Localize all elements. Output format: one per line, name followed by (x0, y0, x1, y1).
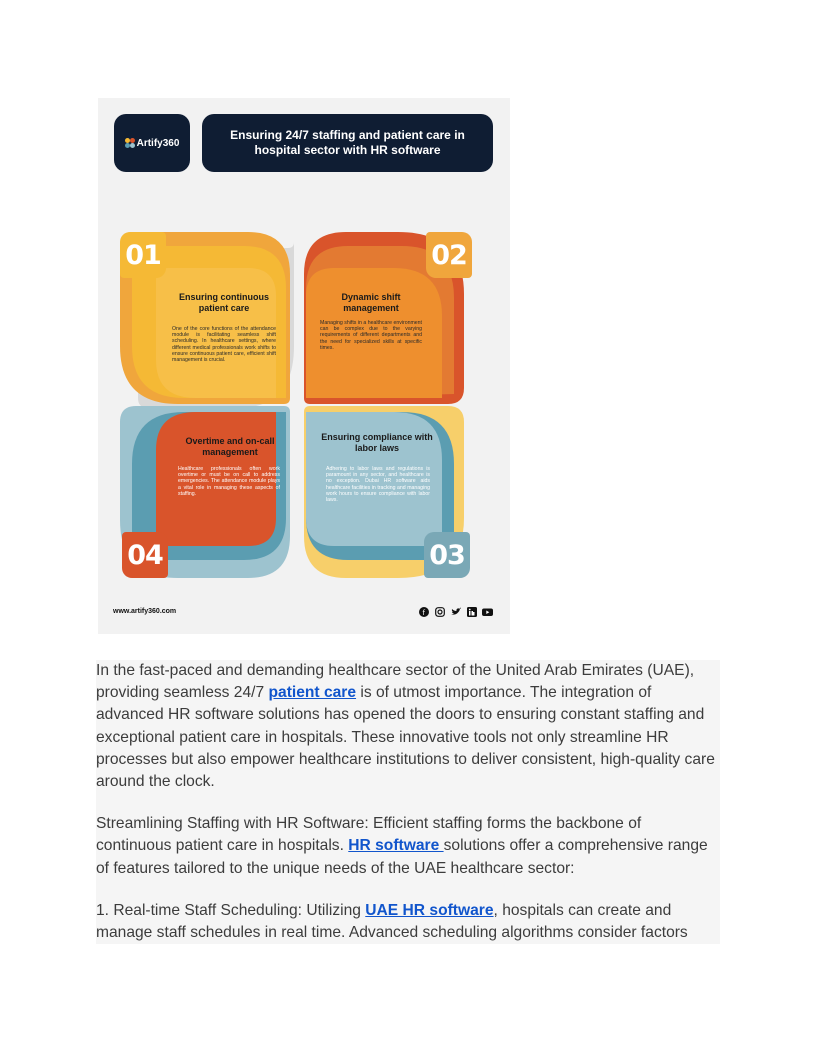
quadrant-03-title: Ensuring compliance with labor laws (321, 432, 433, 453)
quadrant-04-title: Overtime and on-call management (185, 436, 275, 457)
website-url: www.artify360.com (113, 608, 177, 615)
svg-text:f: f (422, 608, 425, 617)
infographic-title: Ensuring 24/7 staffing and patient care in hospital sector with HR software (202, 114, 493, 172)
quadrant-02-number: 02 (426, 232, 472, 278)
quadrant-03-number: 03 (424, 532, 470, 578)
paragraph-text: , hospitals can create and manage staff schedules in real time. Advanced scheduling algorithms consider factors (96, 901, 688, 942)
quadrant-04-body: Healthcare professionals often work overtime or must be on call to address emergencies. The attendance module plays a vital role in managing these aspects of staffing. (178, 466, 280, 497)
quadrant-03-body: Adhering to labor laws and regulations is paramount in any sector, and healthcare is no exception. Dubai HR software aids healthcare facilities in tracking and managing work hours to ensure compliance with labor laws. (326, 466, 430, 504)
quadrant-04-number: 04 (122, 532, 168, 578)
paragraph-text: 1. Real-time Staff Scheduling: Utilizing (96, 901, 366, 919)
quadrant-01-title: Ensuring continuous patient care (179, 292, 269, 313)
uae-hr-software-link[interactable]: UAE HR software (365, 901, 494, 919)
infographic (98, 98, 510, 634)
quadrant-02-body: Managing shifts in a healthcare environment can be complex due to the varying requirements of different departments and the need for specialized skills at specific times. (320, 320, 422, 351)
logo-text: Artify360 (136, 137, 180, 149)
quadrant-01-number: 01 (120, 232, 166, 278)
hr-software-link[interactable]: HR software (348, 837, 444, 855)
twitter-icon[interactable] (450, 606, 461, 617)
linkedin-icon[interactable] (466, 606, 477, 617)
article-paragraph-3 (96, 900, 720, 944)
paragraph-text: Streamlining Staffing with HR Software: Efficient staffing forms the backbone of continuous patient care in hospitals. (96, 815, 642, 855)
youtube-icon[interactable] (482, 606, 493, 617)
quadrant-02-title: Dynamic shift management (341, 292, 401, 313)
instagram-icon[interactable] (434, 606, 445, 617)
patient-care-link[interactable]: patient care (268, 684, 357, 702)
article-paragraph-2 (96, 813, 720, 880)
facebook-icon[interactable] (418, 606, 429, 617)
paragraph-text: solutions offer a comprehensive range of features tailored to the unique needs of the UAE healthcare sector: (96, 837, 708, 877)
article-paragraph-1 (96, 660, 720, 793)
quadrant-01-body: One of the core functions of the attendance module is facilitating seamless shift scheduling. In healthcare settings, where different medical professionals work shifts to ensure continuous patient care, efficient shift management is crucial. (172, 326, 276, 364)
paragraph-text: In the fast-paced and demanding healthcare sector of the United Arab Emirates (UAE), providing seamless 24/7 (96, 662, 695, 702)
paragraph-text: is of utmost importance. The integration of advanced HR software solutions has opened the doors to ensuring constant staffing and exceptional patient care in hospitals. These innovative tools not only streamline HR processes but also empower healthcare institutions to deliver consistent, high-quality care around the clock. (96, 684, 715, 791)
article-body (96, 660, 720, 944)
social-icons (418, 606, 493, 617)
